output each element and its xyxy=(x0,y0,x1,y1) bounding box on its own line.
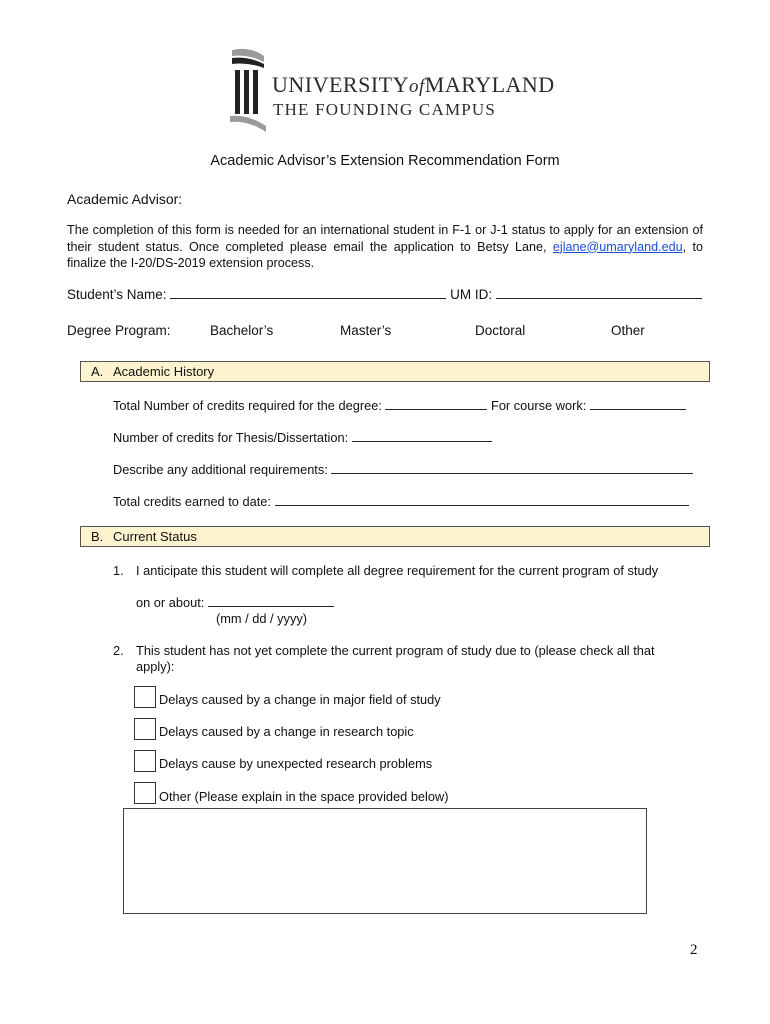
reason-checkbox-other[interactable] xyxy=(134,782,156,804)
item1-text: I anticipate this student will complete all degree requirement for the current program of study xyxy=(136,563,659,578)
additional-requirements-row: Describe any additional requirements: xyxy=(113,462,693,477)
reason-label-other: Other (Please explain in the space provided below) xyxy=(159,789,449,804)
advisor-label: Academic Advisor: xyxy=(67,191,183,207)
degree-program-label: Degree Program: xyxy=(67,323,171,338)
umid-label: UM ID: xyxy=(450,287,493,302)
student-name-label: Student’s Name: xyxy=(67,287,167,302)
reason-label-research-topic: Delays caused by a change in research topic xyxy=(159,724,414,739)
student-name-field[interactable] xyxy=(170,287,446,299)
credits-required-field[interactable] xyxy=(385,398,487,410)
section-a-header: A. Academic History xyxy=(80,361,710,382)
credits-earned-field[interactable] xyxy=(275,494,689,506)
reason-checkbox-research-problems[interactable] xyxy=(134,750,156,772)
thesis-credits-row: Number of credits for Thesis/Dissertation: xyxy=(113,430,492,445)
credits-required-row: Total Number of credits required for the degree: For course work: xyxy=(113,398,686,413)
intro-paragraph: The completion of this form is needed for an international student in F-1 or J-1 status to apply for an extension of their student status. Once completed please email the application to Betsy Lane, ejlane@umaryland.edu, to finalize the I-20/DS-2019 extension process. xyxy=(67,223,703,270)
degree-option-bachelors[interactable]: Bachelor’s xyxy=(210,323,274,338)
credits-earned-row: Total credits earned to date: xyxy=(113,494,689,509)
additional-requirements-field[interactable] xyxy=(331,462,693,474)
reason-checkbox-major-change[interactable] xyxy=(134,686,156,708)
reason-label-research-problems: Delays cause by unexpected research problems xyxy=(159,756,433,771)
logo-campus-name: THE FOUNDING CAMPUS xyxy=(273,100,497,119)
building-emblem-icon xyxy=(226,44,276,134)
reason-checkbox-research-topic[interactable] xyxy=(134,718,156,740)
on-or-about-row: on or about: xyxy=(136,595,334,610)
student-name-row xyxy=(67,287,702,302)
completion-date-field[interactable] xyxy=(208,595,334,607)
course-work-field[interactable] xyxy=(590,398,686,410)
date-format-hint: (mm / dd / yyyy) xyxy=(216,611,308,626)
item2-text-line2: apply): xyxy=(136,659,175,674)
logo-university-name: UNIVERSITYofMARYLAND xyxy=(272,72,555,97)
reason-label-major-change: Delays caused by a change in major field of study xyxy=(159,692,441,707)
item2-text-line1: This student has not yet complete the current program of study due to (please check all that xyxy=(136,643,655,658)
thesis-credits-field[interactable] xyxy=(352,430,492,442)
degree-option-doctoral[interactable]: Doctoral xyxy=(475,323,526,338)
other-explanation-textarea[interactable] xyxy=(123,808,647,914)
form-title: Academic Advisor’s Extension Recommendation Form xyxy=(210,153,560,169)
degree-option-other[interactable]: Other xyxy=(611,323,645,338)
umid-field[interactable] xyxy=(496,287,702,299)
page-number: 2 xyxy=(690,942,698,958)
degree-option-masters[interactable]: Master’s xyxy=(340,323,392,338)
email-link[interactable]: ejlane@umaryland.edu xyxy=(552,239,683,254)
section-b-header: B. Current Status xyxy=(80,526,710,547)
item2-number: 2. xyxy=(113,643,124,658)
item1-number: 1. xyxy=(113,563,124,578)
